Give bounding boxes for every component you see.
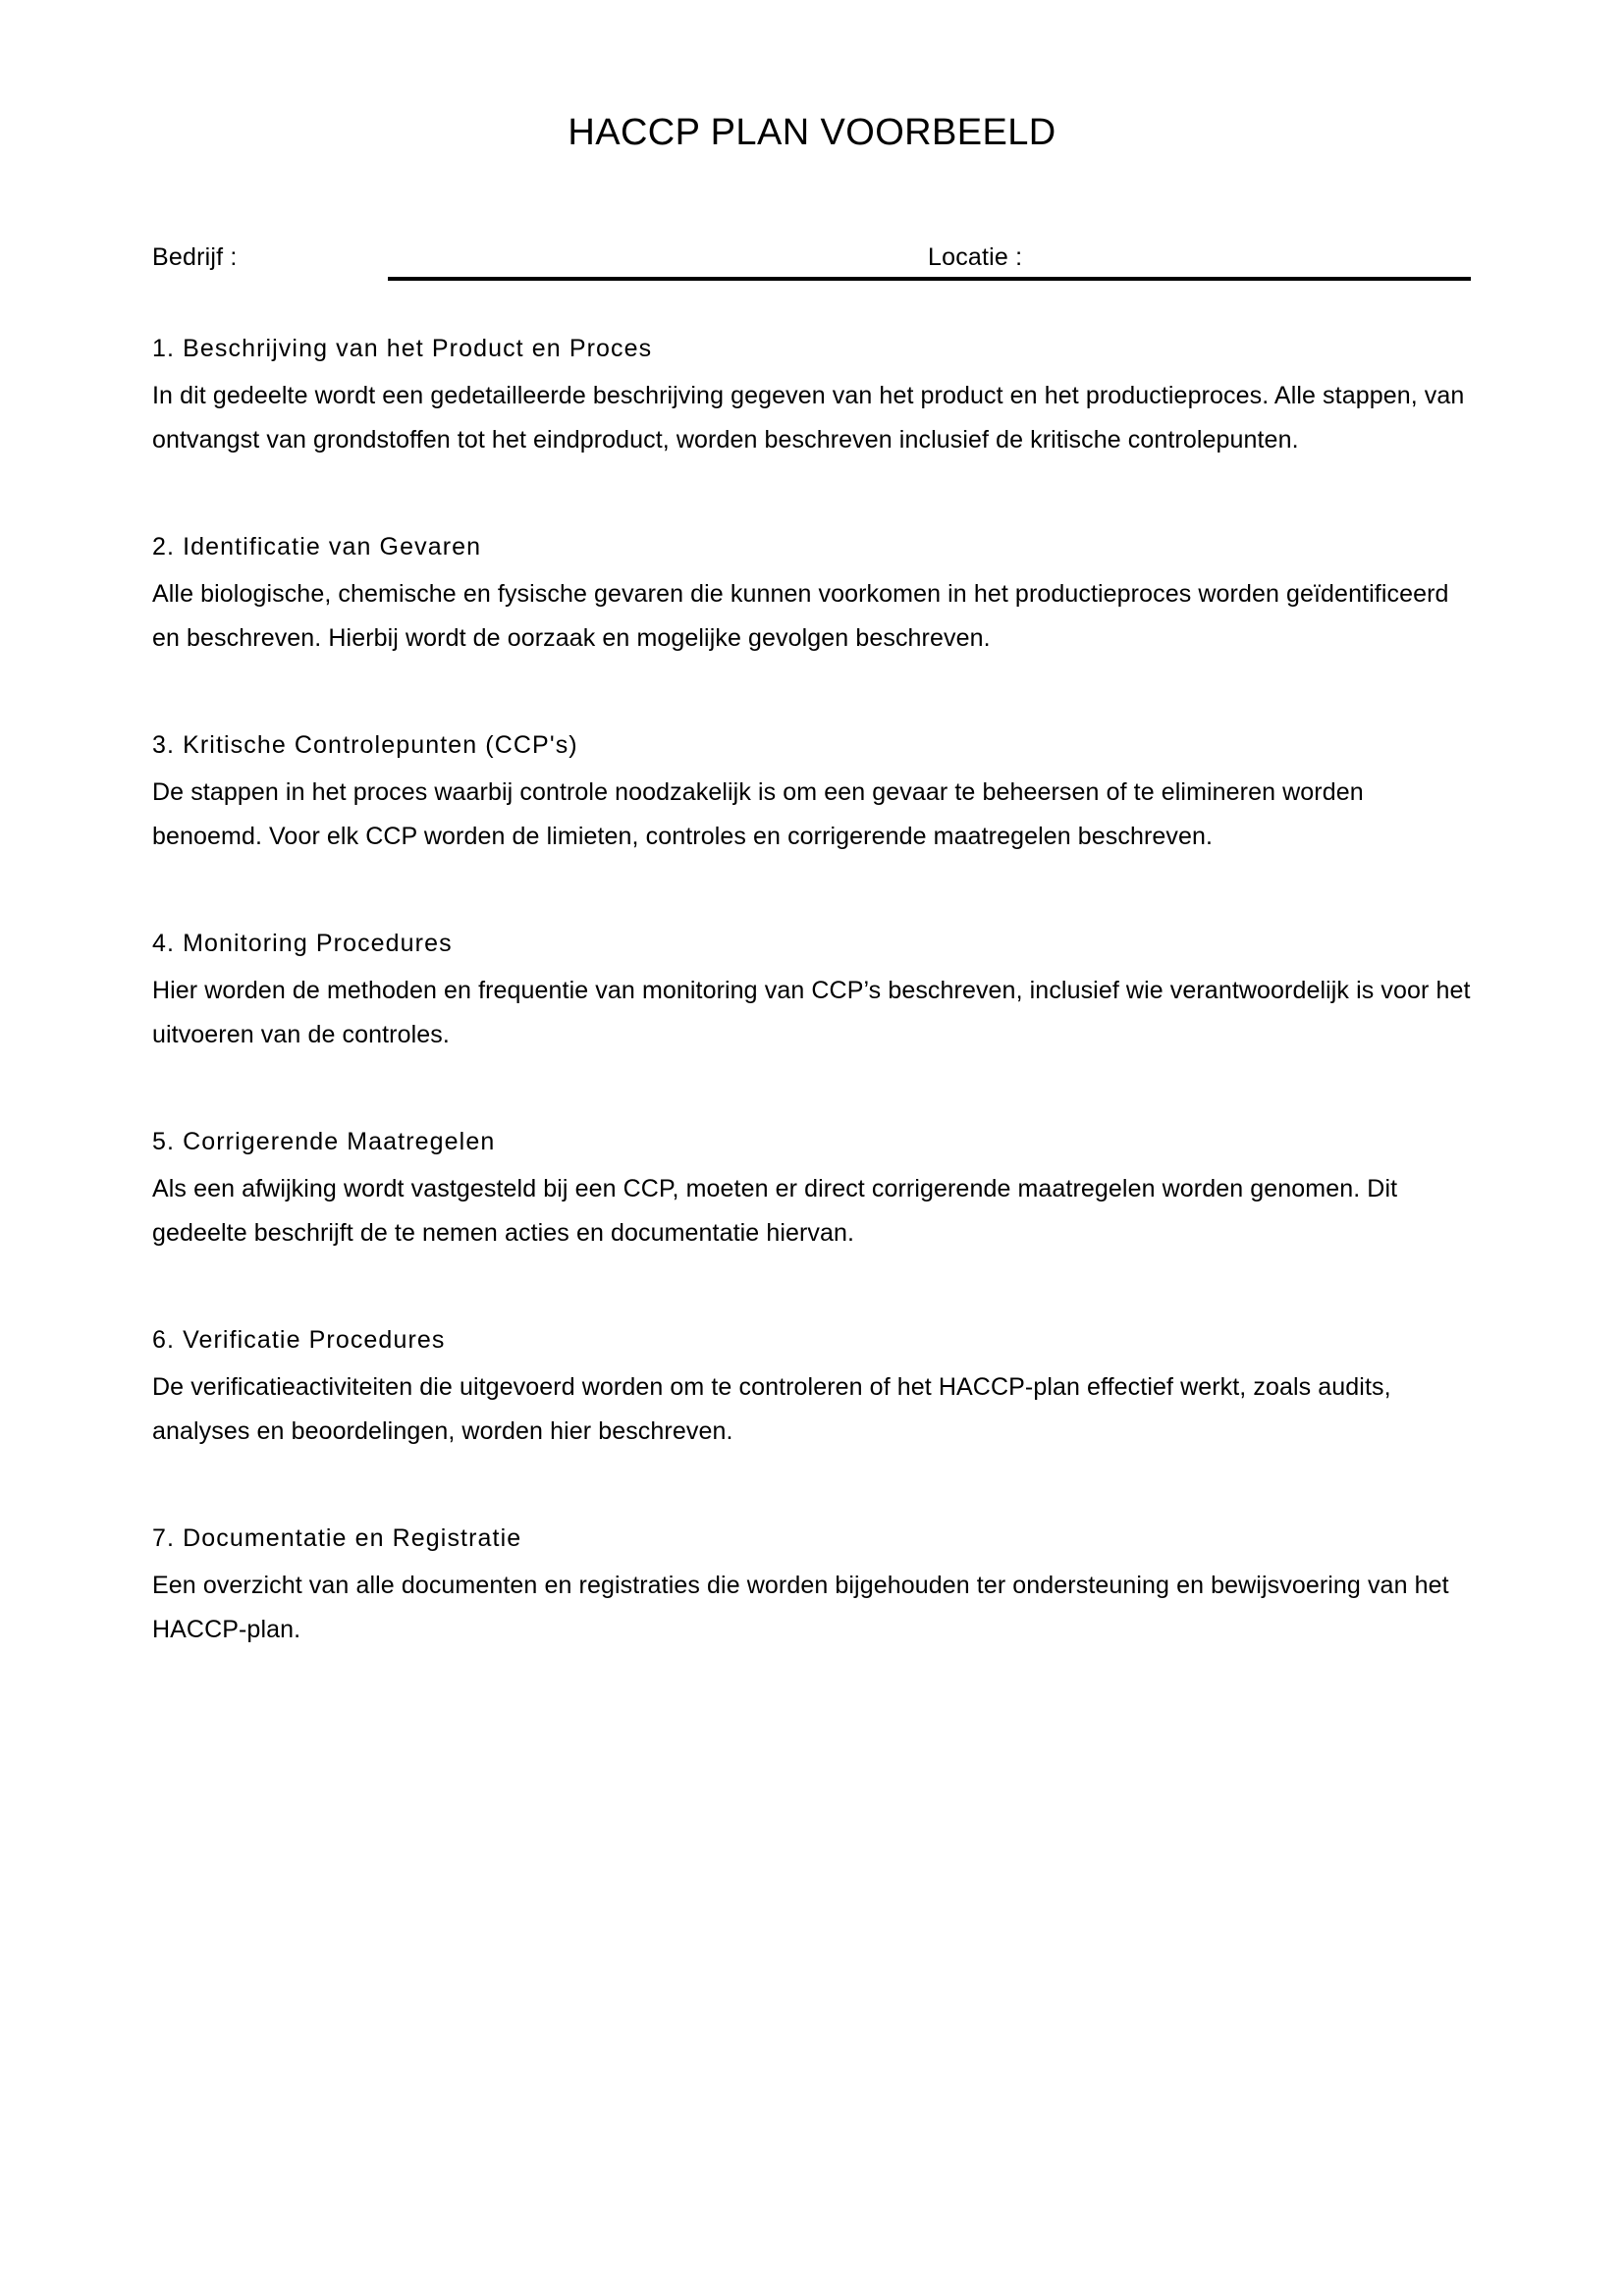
section-body: Hier worden de methoden en frequentie van monitoring van CCP’s beschreven, inclusief wie verantwoordelijk is voor het uitvoeren van de controles. — [152, 977, 1471, 1048]
section-heading: 7. Documentatie en Registratie — [152, 1524, 522, 1552]
section-heading: 3. Kritische Controlepunten (CCP's) — [152, 731, 578, 759]
section-heading: 5. Corrigerende Maatregelen — [152, 1128, 496, 1155]
section-heading: 2. Identificatie van Gevaren — [152, 533, 482, 561]
section-7 — [152, 1519, 1476, 1652]
section-body: De stappen in het proces waarbij controle noodzakelijk is om een gevaar te beheersen of te elimineren worden benoemd. Voor elk CCP worden de limieten, controles en corrigerende maatregelen beschreven. — [152, 778, 1364, 850]
section-heading: 4. Monitoring Procedures — [152, 930, 453, 957]
page-title: HACCP PLAN VOORBEELD — [568, 112, 1056, 153]
company-field-label: Bedrijf : — [152, 243, 238, 271]
section-body: In dit gedeelte wordt een gedetailleerde beschrijving gegeven van het product en het productieproces. Alle stappen, van ontvangst van grondstoffen tot het eindproduct, worden beschreven inclusief de kritische controlepunten. — [152, 382, 1465, 454]
header-fields-row — [152, 240, 1473, 286]
section-heading: 1. Beschrijving van het Product en Proces — [152, 335, 653, 362]
location-field-label: Locatie : — [928, 243, 1023, 271]
section-2 — [152, 527, 1476, 661]
sections-container — [152, 329, 1476, 1652]
section-body: De verificatieactiviteiten die uitgevoerd worden om te controleren of het HACCP-plan effectief werkt, zoals audits, analyses en beoordelingen, worden hier beschreven. — [152, 1373, 1391, 1445]
section-4 — [152, 924, 1476, 1057]
section-body: Een overzicht van alle documenten en registraties die worden bijgehouden ter ondersteuning en bewijsvoering van het HACCP-plan. — [152, 1572, 1449, 1643]
section-6 — [152, 1320, 1476, 1454]
section-3 — [152, 725, 1476, 859]
section-heading: 6. Verificatie Procedures — [152, 1326, 446, 1354]
section-body: Alle biologische, chemische en fysische gevaren die kunnen voorkomen in het productieproces worden geïdentificeerd en beschreven. Hierbij wordt de oorzaak en mogelijke gevolgen beschreven. — [152, 580, 1449, 652]
section-1 — [152, 329, 1476, 462]
header-fields-underline[interactable] — [388, 277, 1471, 281]
section-5 — [152, 1122, 1476, 1255]
section-body: Als een afwijking wordt vastgesteld bij een CCP, moeten er direct corrigerende maatregelen worden genomen. Dit gedeelte beschrijft de te nemen acties en documentatie hiervan. — [152, 1175, 1398, 1247]
